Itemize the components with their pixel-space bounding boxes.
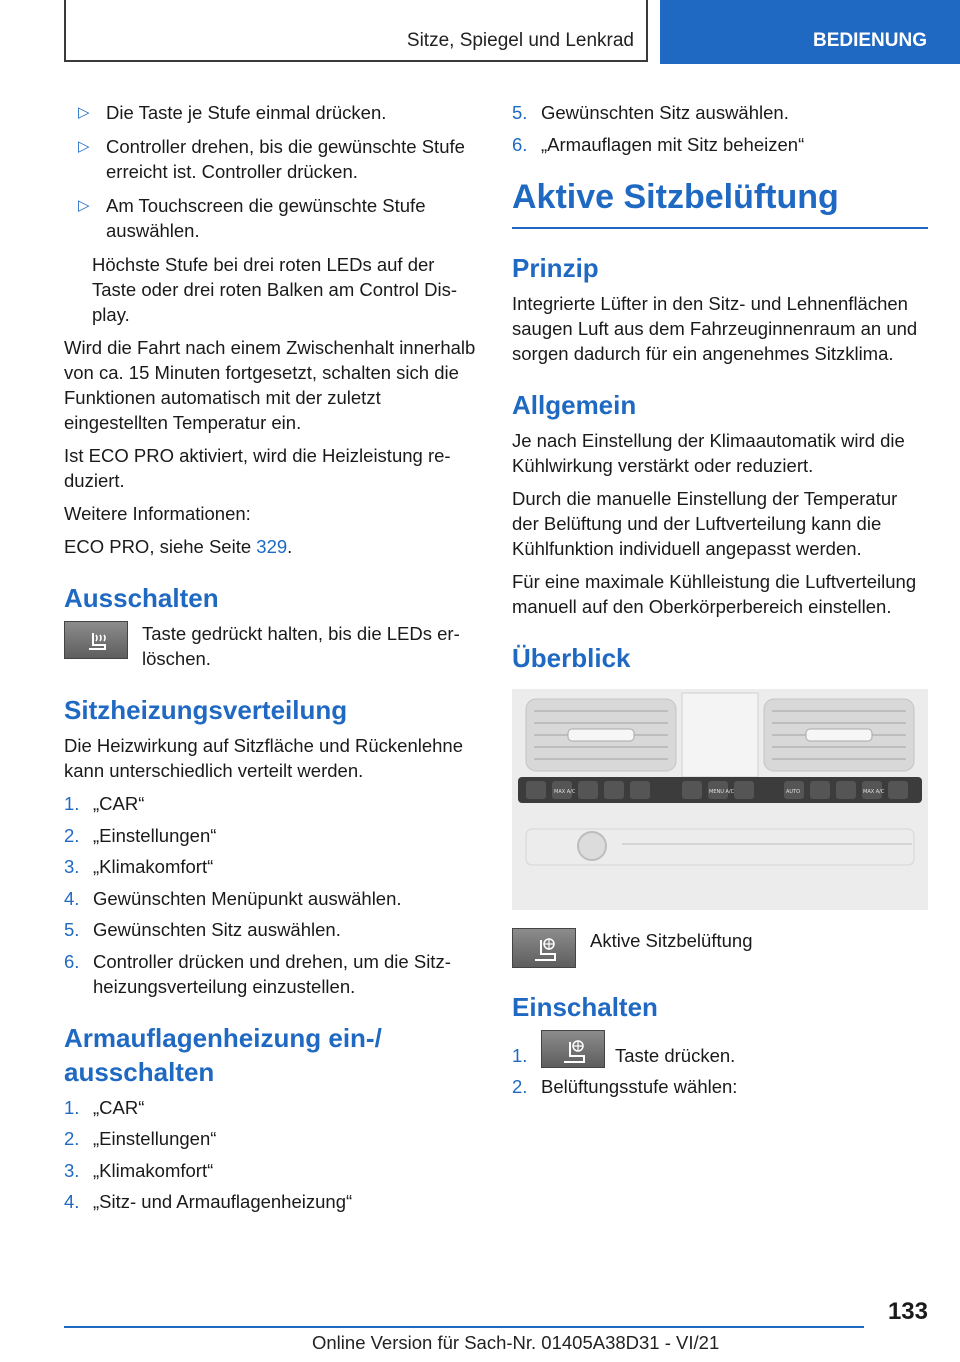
numbered-list (512, 100, 928, 157)
paragraph: Je nach Einstellung der Klimaautomatik wird die Kühlwirkung verstärkt oder reduziert. (512, 429, 905, 476)
seat-ventilation-key-icon (512, 928, 576, 968)
list-item: 6. Controller drücken und drehen, um die Sitzheizungsverteilung einzustellen. (64, 950, 451, 997)
section-title: Sitze, Spiegel und Lenkrad (406, 30, 634, 51)
paragraph: Ist ECO PRO aktiviert, wird die Heizleistung reduziert. (64, 445, 451, 491)
chapter-tab[interactable]: BEDIENUNG (660, 0, 960, 64)
triangle-bullet-icon: ▷ (78, 104, 90, 121)
list-item: 2. Belüftungsstufe wählen: (512, 1076, 738, 1097)
bullet-item: ▷ Am Touchscreen die gewünschte Stufe auswählen. (64, 193, 476, 243)
list-item: 3. „Klimakomfort“ (64, 1159, 214, 1181)
climate-control-panel-photo (512, 689, 928, 910)
heading-einschalten: Einschalten (512, 991, 658, 1022)
list-item: 6. „Armauflagen mit Sitz beheizen“ (512, 133, 805, 155)
list-item: 4. Gewünschten Menüpunkt auswählen. (64, 887, 402, 909)
list-item: 1. Taste drücken. (512, 1030, 928, 1068)
seat-ventilation-key-icon (541, 1030, 605, 1068)
heading-armauflagenheizung: Armauflagenheizung ein-/ ausschalten (64, 1022, 382, 1087)
key-instruction: Taste gedrückt halten, bis die LEDs erlöschen. (64, 621, 476, 671)
paragraph: Wird die Fahrt nach einem Zwischenhalt innerhalb von ca. 15 Minuten fortgesetzt, schalten sich die Funktionen automatisch mit der zuletzt eingestellten Temperatur ein. (64, 337, 476, 433)
heading-prinzip: Prinzip (512, 252, 599, 283)
page-link[interactable]: 329 (256, 536, 288, 557)
numbered-list (64, 791, 476, 999)
right-column (512, 100, 928, 1107)
paragraph: Für eine maximale Kühlleistung die Luftverteilung manuell auf den Oberkörperbereich einstellen. (512, 570, 917, 617)
panel-label: MENU A/C (709, 788, 735, 795)
heading-ueberblick: Überblick (512, 642, 631, 673)
panel-label: MAX A/C (554, 788, 576, 795)
numbered-list (64, 1095, 476, 1215)
page-number: 133 (887, 1298, 928, 1325)
main-heading: Aktive Sitzbelüftung (512, 175, 928, 229)
left-column (64, 100, 476, 1222)
paragraph: Weitere Informationen: (64, 503, 251, 524)
triangle-bullet-icon: ▷ (78, 197, 90, 214)
list-item: 2. „Einstellungen“ (64, 1128, 217, 1149)
seat-heating-key-icon (64, 621, 128, 659)
paragraph: Die Heizwirkung auf Sitzfläche und Rückenlehne kann unterschiedlich verteilt werden. (64, 735, 463, 781)
bullet-item: ▷ Controller drehen, bis die gewünschte Stufe erreicht ist. Controller drücken. (64, 134, 476, 184)
list-item: 1. „CAR“ (64, 1096, 145, 1118)
paragraph: Durch die manuelle Einstellung der Temperatur der Belüftung und der Luftverteilung kann die Kühlfunktion individuell angepasst werden. (512, 487, 898, 559)
icon-caption-row: Aktive Sitzbelüftung (512, 928, 928, 968)
paragraph: Integrierte Lüfter in den Sitz- und Lehnenflächen saugen Luft aus dem Fahrzeuginnenraum an und sorgen dadurch für ein angenehmes Sitzklima. (512, 292, 918, 364)
list-item: 1. „CAR“ (64, 793, 145, 814)
footer-rule (64, 1326, 864, 1328)
list-item: 4. „Sitz- und Armauflagenheizung“ (64, 1191, 353, 1212)
bullet-item: ▷ Die Taste je Stufe einmal drücken. (64, 100, 476, 125)
heading-sitzheizungsverteilung: Sitzheizungsverteilung (64, 695, 348, 725)
heading-allgemein: Allgemein (512, 389, 637, 420)
list-item: 5. Gewünschten Sitz auswählen. (64, 919, 341, 940)
list-item: 3. „Klimakomfort“ (64, 856, 214, 877)
panel-label: AUTO (786, 788, 801, 795)
list-item: 2. „Einstellungen“ (64, 824, 217, 846)
list-item: 5. Gewünschten Sitz auswählen. (512, 102, 789, 123)
triangle-bullet-icon: ▷ (78, 138, 90, 155)
paragraph-reference: ECO PRO, siehe Seite 329. (64, 536, 293, 557)
panel-label: MAX A/C (863, 788, 885, 795)
note-text: Höchste Stufe bei drei roten LEDs auf der Taste oder drei roten Balken am Control Display. (92, 254, 458, 325)
heading-ausschalten: Ausschalten (64, 583, 219, 613)
footer-online-version: Online Version für Sach-Nr. 01405A38D31 - VI/21 (312, 1332, 720, 1353)
header-frame (64, 0, 648, 62)
numbered-list (512, 1030, 928, 1100)
